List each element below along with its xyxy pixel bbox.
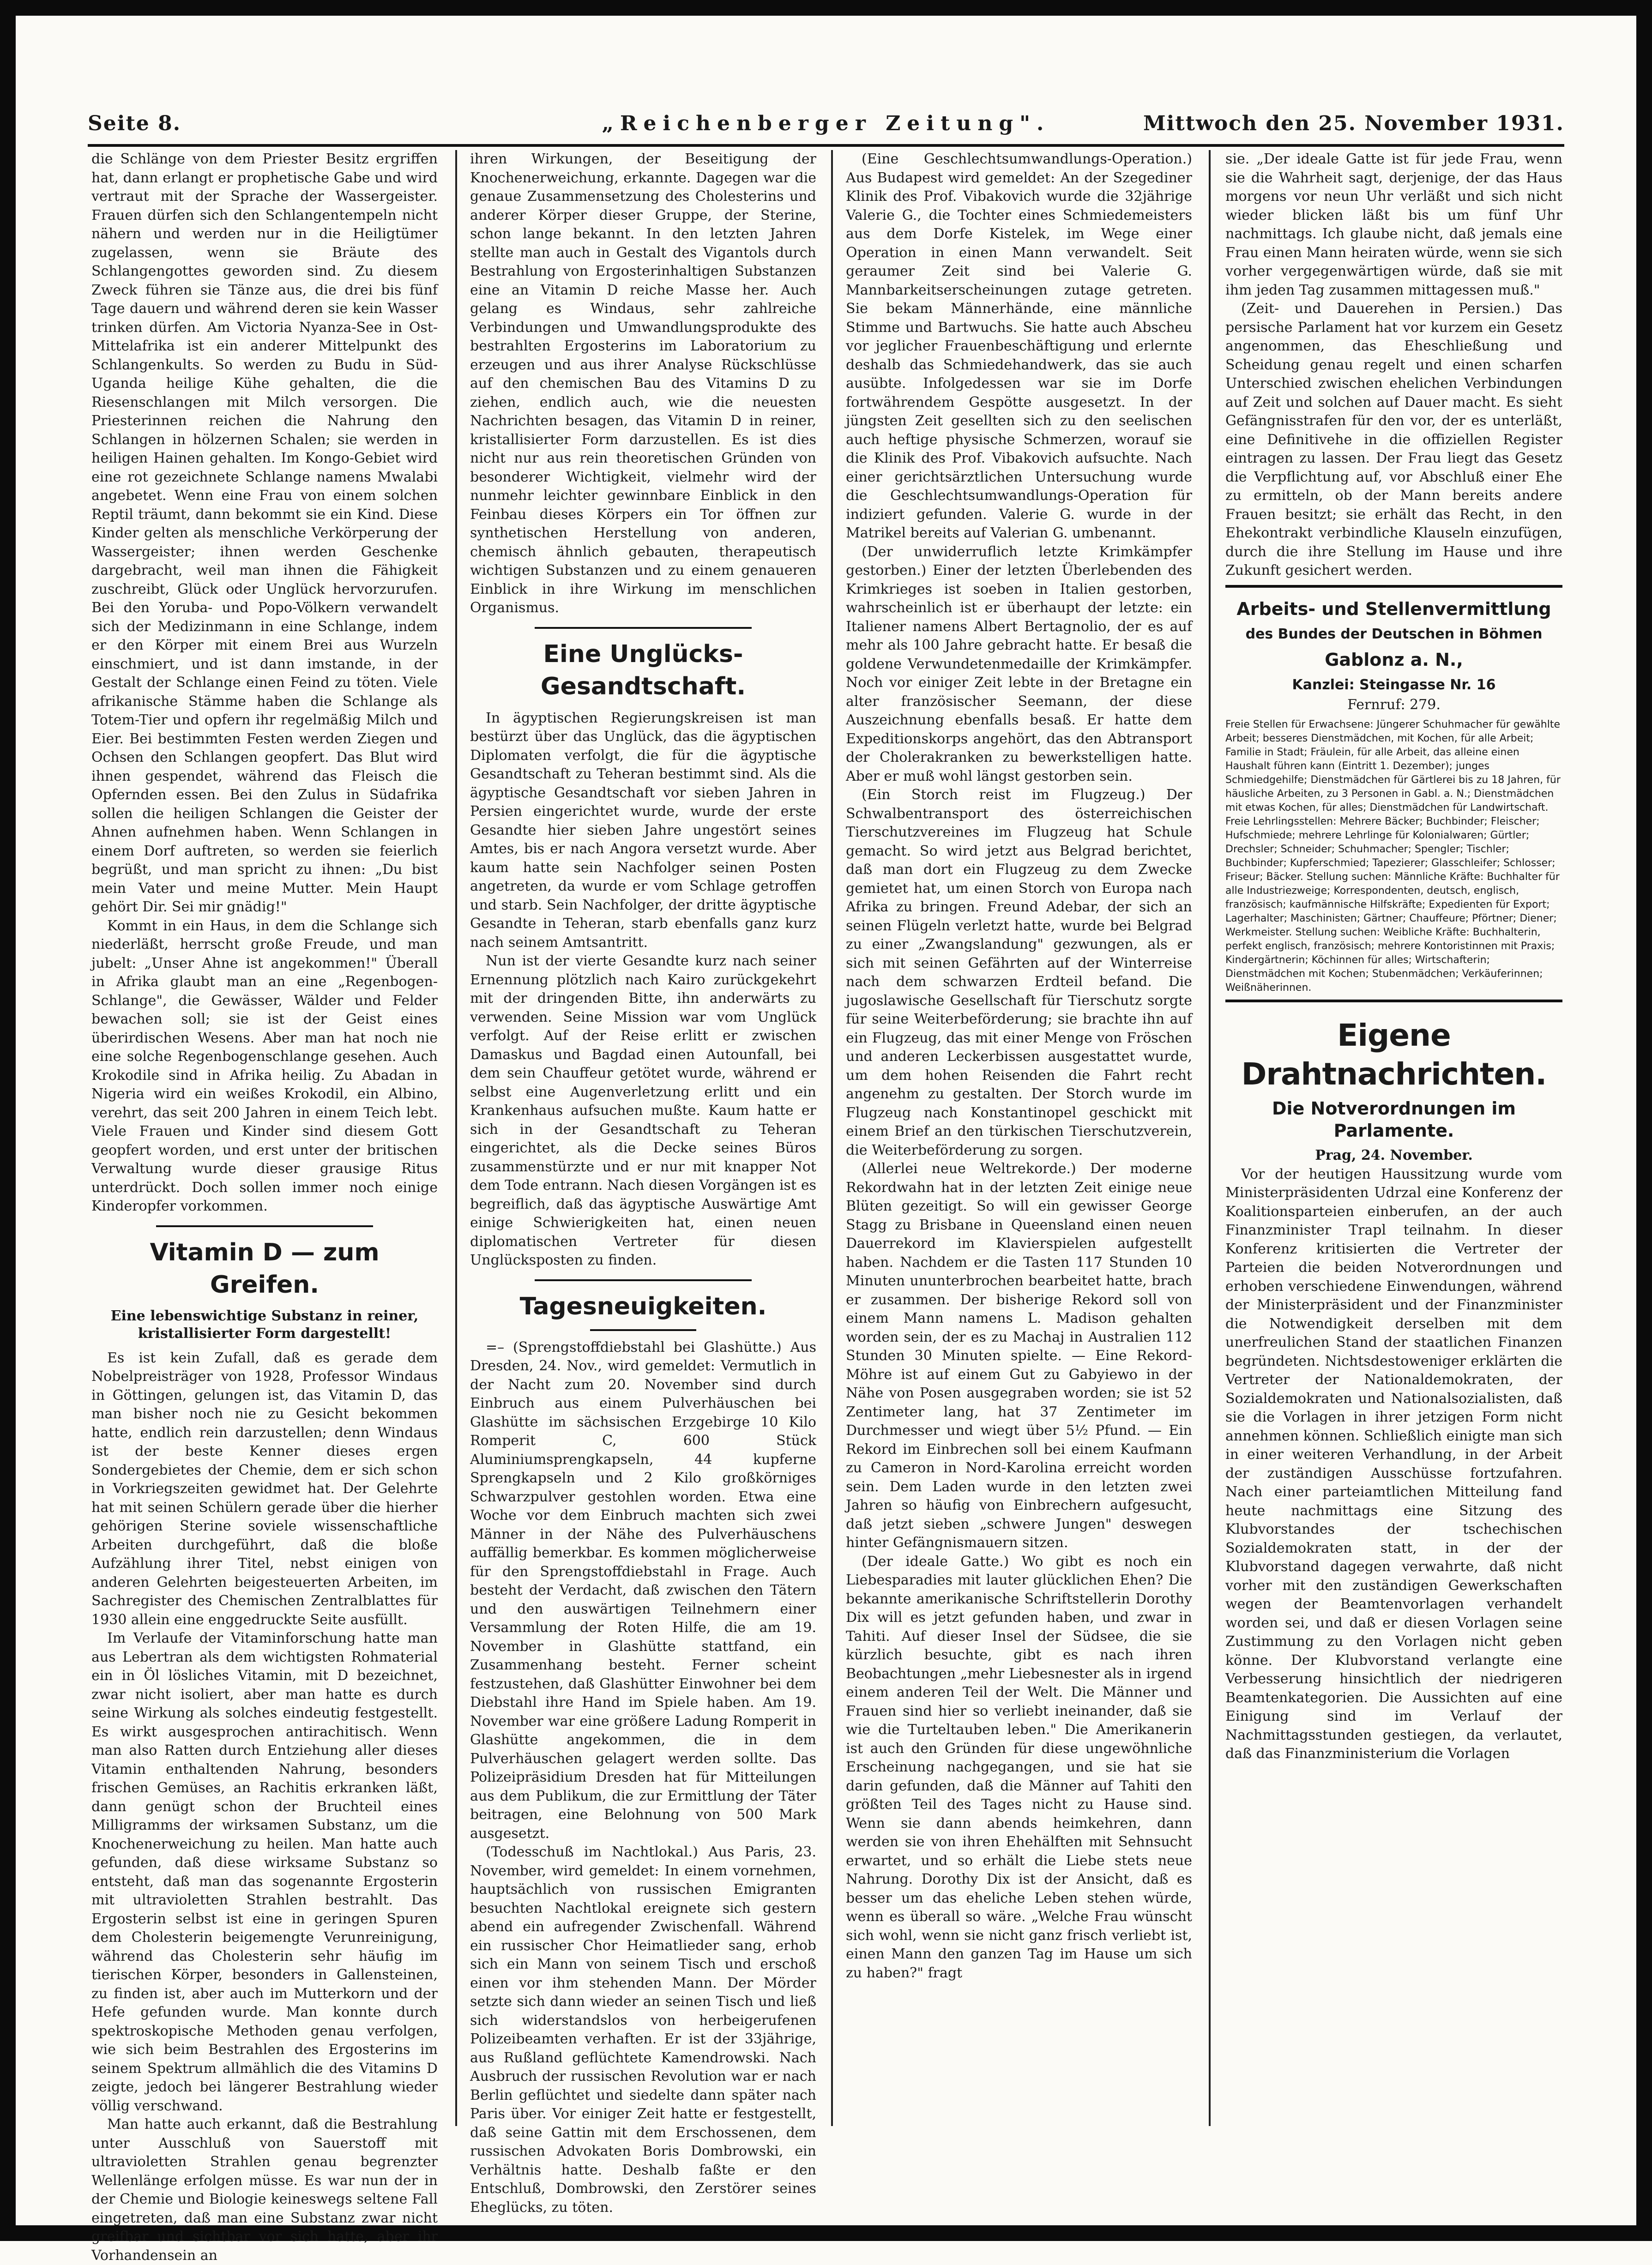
section-headline: Tagesneuigkeiten. (519, 1292, 767, 1320)
news-item: =– (Sprengstoffdiebstahl bei Glashütte.) Aus Dresden, 24. Nov., wird gemeldet: Vermutlich in der Nacht zum 20. November sind durch Einbruch aus einem Pulverhäuschen bei Glashütte im sächsischen Erzgebirge 10 Kilo Romperit C, 600 Stück Aluminiumsprengkapseln, 44 kupferne Sprengkapseln und 2 Kilo großkörniges Schwarzpulver gestohlen worden. Etwa eine Woche vor dem Einbruch machten sich zwei Männer in der Nähe des Pulverhäuschens auffällig bemerkbar. Es kommen möglicherweise für den Sprengstoffdiebstahl in Frage. Auch besteht der Verdacht, daß zwischen den Tätern und den auswärtigen Teilnehmern einer Versammlung der Roten Hilfe, die am 19. November in Glashütte stattfand, ein Zusammenhang besteht. Ferner scheint festzustehen, daß Glashütter Einwohner bei dem Diebstahl ihre Hand im Spiele haben. Am 19. November war eine größere Ladung Romperit in Glashütte angekommen, die in dem Pulverhäuschen gelagert werden sollte. Das Polizeipräsidium Dresden hat für Mitteilungen aus dem Publikum, die zur Ermittlung der Täter beitragen, eine Belohnung von 500 Mark ausgesetzt. (470, 1339, 816, 1842)
header-rule (88, 144, 1564, 147)
news-item: (Zeit- und Dauerehen in Persien.) Das persische Parlament hat vor kurzem ein Gesetz angenommen, das Eheschließung und Scheidung genau regelt und einen scharfen Unterschied zwischen ehelichen Verbindungen auf Zeit und solchen auf Dauer macht. Es sieht Gefängnisstrafen für den vor, der es unterläßt, eine Definitivehe in die offiziellen Register eintragen zu lassen. Der Frau liegt das Gesetz die Verpflichtung auf, vor Abschluß einer Ehe zu ermitteln, ob der Mann bereits andere Frauen besitzt; sie erhält das Recht, in den Ehekontrakt verbindliche Klauseln einzufügen, durch die ihre Stellung im Hause und ihre Zukunft gesichert werden. (1225, 301, 1562, 578)
article-headline: Die Notverordnungen im Parlamente. (1272, 1098, 1516, 1141)
news-item: (Todesschuß im Nachtlokal.) Aus Paris, 23. November, wird gemeldet: In einem vornehmen, hauptsächlich von russischen Emigranten besuchten Nachtlokal ereignete sich gestern abend ein aufregender Zwischenfall. Während ein russischer Chor Heimatlieder sang, erhob sich ein Mann von seinem Tisch und erschoß einen vor ihm stehenden Mann. Der Mörder setzte sich dann wieder an seinen Tisch und ließ sich widerstandslos von herbeigerufenen Polizeibeamten verhaften. Er ist der 33jährige, aus Rußland geflüchtete Kamendrowski. Nach Ausbruch der russischen Revolution war er nach Berlin geflüchtet und siedelte dann später nach Paris über. Vor einiger Zeit hatte er festgestellt, daß seine Gattin mit dem Erschossenen, dem russischen Advokaten Boris Dombrowski, ein Verhältnis hatte. Deshalb faßte er den Entschluß, Dombrowski, den Zerstörer seines Eheglücks, zu töten. (470, 1844, 816, 2216)
advert-listings: Freie Stellen für Erwachsene: Jüngerer Schuhmacher für gewählte Arbeit; besseres Dienstmädchen, mit Kochen, für alle Arbeit; Familie in Stadt; Fräulein, für alle Arbeit, das alleine einen Haushalt führen kann (Eintritt 1. Dezember); junges Schmiedgehilfe; Dienstmädchen für Gärtlerei bis zu 18 Jahren, für häusliche Arbeiten, zu 3 Personen in Gabl. a. N.; Dienstmädchen mit etwas Kochen, für alles; Dienstmädchen für Landwirtschaft. Freie Lehrlingsstellen: Mehrere Bäcker; Buchbinder; Fleischer; Hufschmiede; mehrere Lehrlinge für Kolonialwaren; Gürtler; Drechsler; Schneider; Schuhmacher; Spengler; Tischler; Buchbinder; Kupferschmied; Tapezierer; Glasschleifer; Schlosser; Friseur; Bäcker. Stellung suchen: Männliche Kräfte: Buchhalter für alle Industriezweige; Korrespondenten, deutsch, englisch, französisch; kaufmännische Hilfskräfte; Expedienten für Export; Lagerhalter; Maschinisten; Gärtner; Chauffeure; Pförtner; Diener; Werkmeister. Stellung suchen: Weibliche Kräfte: Buchhalterin, perfekt englisch, französisch; mehrere Kontoristinnen mit Praxis; Kindergärtnerin; Köchinnen für alles; Wirtschafterin; Dienstmädchen mit Kochen; Stubenmädchen; Verkäuferinnen; Weißnäherinnen. (1225, 719, 1561, 994)
news-item: (Der ideale Gatte.) Wo gibt es noch ein Liebesparadies mit lauter glücklichen Ehen? Die bekannte amerikanische Schriftstellerin Dorothy Dix will es jetzt gefunden haben, und zwar in Tahiti. Auf dieser Insel der Südsee, die sie kürzlich besuchte, gibt es nach ihren Beobachtungen „mehr Liebesnester als in irgend einem anderen Teil der Welt. Die Männer und Frauen sind hier so verliebt ineinander, daß sie wie die Turteltauben leben." Die Amerikanerin ist auch den Gründen für diese ungewöhnliche Erscheinung nachgegangen, und sie hat sie darin gefunden, daß die Männer auf Tahiti den größten Teil des Tages nicht zu Hause sind. Wenn sie dann abends heimkehren, dann werden sie von ihren Ehehälften mit Sehnsucht erwartet, und so erhält die Liebe stets neue Nahrung. Dorothy Dix ist der Ansicht, daß es besser um das eheliche Leben stehen würde, wenn es überall so wäre. „Welche Frau wünscht sich wohl, wenn sie nicht ganz frisch verliebt ist, einen Mann den ganzen Tag im Hause um sich zu haben?" fragt (846, 1553, 1192, 1981)
column-rule (1209, 150, 1211, 2126)
news-item: (Allerlei neue Weltrekorde.) Der moderne Rekordwahn hat in der letzten Zeit einige neue Blüten gezeitigt. So will ein gewisser George Stagg zu Brisbane in Queensland einen neuen Dauerrekord im Klavierspielen aufgestellt haben. Nachdem er die Tasten 117 Stunden 10 Minuten ununterbrochen bearbeitet hatte, brach er zusammen. Der bisherige Rekord soll von einem Mann namens L. Madison gehalten worden sein, der es zu Machaj in Australien 112 Stunden 30 Minuten spielte. — Eine Rekord-Möhre ist auf einem Gut zu Gabyiewo in der Nähe von Posen ausgegraben worden; sie ist 52 Zentimeter lang, hat 37 Zentimeter im Durchmesser und wiegt über 5½ Pfund. — Ein Rekord im Einbrechen soll bei einem Kaufmann zu Cameron in Nord-Karolina erreicht worden sein. Dem Laden wurde in den letzten zwei Jahren so häufig von Einbrechern aufgesucht, daß jetzt sieben „schwere Jungen" deswegen hinter Gefängnismauern sitzen. (846, 1161, 1192, 1551)
dateline: Prag, 24. November. (1315, 1147, 1473, 1163)
separator (156, 1225, 373, 1227)
article-text: ihren Wirkungen, der Beseitigung der Knochenerweichung, erkannte. Dagegen war die genaue Zusammensetzung des Cholesterins und anderer Körper dieser Gruppe, der Sterine, schon lange bekannt. In den letzten Jahren stellte man auch in Gestalt des Vigantols durch Bestrahlung von Ergosterinhaltigen Substanzen eine an Vitamin D reiche Masse her. Auch gelang es Windaus, sehr zahlreiche Verbindungen und Umwandlungsprodukte des bestrahlten Ergosterins im Laboratorium zu erzeugen und aus ihrer Analyse Rückschlüsse auf den chemischen Bau des Vitamins D zu ziehen, endlich auch, wie die neuesten Nachrichten besagen, das Vitamin D in reiner, kristallisierter Form darzustellen. Es ist dies nicht nur aus rein theoretischen Gründen von besonderer Wichtigkeit, vielmehr wird der nunmehr leichter gewinnbare Einblick in den Feinbau dieses Körpers ein Tor öffnen zur synthetischen Herstellung von anderen, chemisch ähnlich gebauten, therapeutisch wichtigen Substanzen und zu einem genaueren Einblick in ihre Wirkung im menschlichen Organismus. (470, 151, 816, 616)
article-text: Kommt in ein Haus, in dem die Schlange sich niederläßt, herrscht große Freude, und man jubelt: „Unser Ahne ist angekommen!" Überall in Afrika glaubt man an eine „Regenbogen-Schlange", die Gewässer, Wälder und Felder bewachen soll; sie ist der Geist eines überirdischen Wesens. Aber man hat noch nie eine solche Regenbogenschlange gesehen. Auch Krokodile sind in Afrika heilig. Zu Abadan in Nigeria wird ein weißes Krokodil, ein Albino, verehrt, das seit 200 Jahren in einem Teich lebt. Viele Frauen und Kinder sind diesem Gott geopfert worden, und erst unter der britischen Verwaltung wurde dieser grausige Ritus unterdrückt. Doch sollen immer noch einige Kinderopfer vorkommen. (91, 917, 438, 1214)
article-text: Vor der heutigen Haussitzung wurde vom Ministerpräsidenten Udrzal eine Konferenz der Koalitionsparteien einberufen, an der auch Finanzminister Trapl teilnahm. In dieser Konferenz kritisierten die Vertreter der Parteien die beiden Notverordnungen und erhoben verschiedene Einwendungen, während der Ministerpräsident und der Finanzminister die Notwendigkeit derselben mit dem unerfreulichen Stand der staatlichen Finanzen begründeten. Nichtsdestoweniger erklärten die Vertreter der Nationaldemokraten, der Sozialdemokraten und Nationalsozialisten, daß sie die Vorlagen in ihrer jetzigen Form nicht annehmen können. Schließlich einigte man sich in einer weiteren Verhandlung, in der Arbeit der zuständigen Ausschüsse fortzufahren. Nach einer parteiamtlichen Mitteilung fand heute nachmittags eine Sitzung des Klubvorstandes der tschechischen Sozialdemokraten statt, in der der Klubvorstand dagegen verwahrte, daß nicht vorher mit den zuständigen Gewerkschaften wegen der Beamtenvorlagen verhandelt worden sei, und daß er diesen Vorlagen seine Zustimmung zu den Vorlagen nicht geben könne. Der Klubvorstand verlangte eine Verbesserung hinsichtlich der niedrigeren Beamtenkategorien. Die Aussichten auf eine Einigung sind im Verlauf der Nachmittagsstunden gestiegen, da verlautet, daß das Finanzministerium die Vorlagen (1225, 1166, 1562, 1762)
article-text: die Schlänge von dem Priester Besitz ergriffen hat, dann erlangt er prophetische Gabe und wird vertraut mit der Sprache der Wassergeister. Frauen dürfen sich den Schlangentempeln nicht nähern und werden nur in die Heiligtümer zugelassen, wenn sie Bräute des Schlangengottes geworden sind. Zu diesem Zweck führen sie Tänze aus, die drei bis fünf Tage dauern und während deren sie kein Wasser trinken dürfen. Am Victoria Nyanza-See in Ost-Mittelafrika ist ein anderer Mittelpunkt des Schlangenkults. So werden zu Budu in Süd-Uganda heilige Kühe gehalten, die die Riesenschlangen mit Milch versorgen. Die Priesterinnen reichen die Nahrung den Schlangen in hölzernen Schalen; sie werden in heiligen Hainen gehalten. Im Kongo-Gebiet wird eine rot gezeichnete Schlange namens Mwalabi angebetet. Wenn eine Frau von einem solchen Reptil träumt, dann bekommt sie ein Kind. Diese Kinder gelten als menschliche Verkörperung der Wassergeister; ihnen werden Geschenke dargebracht, weil man ihnen die Fähigkeit zuschreibt, Glück oder Unglück hervorzurufen. Bei den Yoruba- und Popo-Völkern verwandelt sich der Medizinmann in eine Schlange, indem er den Körper mit einem Brei aus Wurzeln einschmiert, und ist dann imstande, in der Gestalt der Schlange einen Feind zu töten. Viele afrikanische Stämme haben die Schlange als Totem-Tier und opfern ihr regelmäßig Milch und Eier. Bei bestimmten Festen werden Ziegen und Ochsen den Schlangen geopfert. Das Blut wird ihnen gespendet, während das Fleisch die Opfernden essen. Bei den Zulus in Südafrika sollen die heiligen Schlangen die Geister der Ahnen aufnehmen haben. Wenn Schlangen in einem Dorf auftreten, so werden sie feierlich begrüßt, und man spricht zu ihnen: „Du bist mein Vater und meine Mutter. Mein Haupt gehört Dir. Sei mir gnädig!" (91, 151, 438, 915)
page-header (88, 112, 1564, 139)
column-1 (91, 150, 438, 2264)
advert-title: Arbeits- und Stellenvermittlung (1236, 598, 1551, 619)
article-text: Im Verlaufe der Vitaminforschung hatte man aus Lebertran als dem wichtigsten Rohmaterial ein in Öl lösliches Vitamin, mit D bezeichnet, zwar nicht isoliert, aber man hatte es durch seine Wirkung als solches eindeutig festgestellt. Es wirkt ausgesprochen antirachitisch. Wenn man also Ratten durch Entziehung aller dieses Vitamin enthaltenden Nahrung, besonders frischen Gemüses, an Rachitis erkranken läßt, dann genügt schon der Bruchteil eines Milligramms der wirksamen Substanz, um die Knochenerweichung zu heilen. Man hatte auch gefunden, daß diese wirksame Substanz so entsteht, daß man das sogenannte Ergosterin mit ultravioletten Strahlen bestrahlt. Das Ergosterin selbst ist eine in geringen Spuren dem Cholesterin beigemengte Verunreinigung, während das Cholesterin sehr häufig im tierischen Körper, besonders in Gallensteinen, zu finden ist, aber auch im Mutterkorn und der Hefe gefunden wurde. Man konnte durch spektroskopische Methoden genau verfolgen, wie sich beim Bestrahlen des Ergosterins im seinem Spektrum allmählich die des Vitamins D zeigte, jedoch bei längerer Bestrahlung wieder völlig verschwand. (91, 1630, 438, 2114)
article-text: In ägyptischen Regierungskreisen ist man bestürzt über das Unglück, das die ägyptischen Diplomaten verfolgt, die für die ägyptische Gesandtschaft zu Teheran bestimmt sind. Als die ägyptische Gesandtschaft vor sieben Jahren in Persien eingerichtet wurde, wurde der erste Gesandte hier sieben Jahre ungestört seines Amtes, bis er nach Angora versetzt wurde. Aber kaum hatte sein Nachfolger seinen Posten angetreten, da wurde er vom Schlage getroffen und starb. Sein Nachfolger, der dritte ägyptische Gesandte in Teheran, starb ebenfalls ganz kurz nach seinem Amtsantritt. (470, 710, 816, 951)
column-4 (1225, 150, 1562, 2126)
column-rule (831, 150, 833, 2126)
article-text: Es ist kein Zufall, daß es gerade dem Nobelpreisträger von 1928, Professor Windaus in Göttingen, gelungen ist, das Vitamin D, das man bisher noch nie zu Gesicht bekommen hatte, endlich rein darzustellen; denn Windaus ist der beste Kenner dieses ergen Sondergebietes der Chemie, dem er sich schon in Vorkriegszeiten gewidmet hat. Der Gelehrte hat mit seinen Schülern gerade über die hierher gehörigen Sterine soviele wissenschaftliche Arbeiten durchgeführt, daß die bloße Aufzählung ihrer Titel, nebst einigen von anderen Gelehrten beigesteuerten Arbeiten, im Sachregister des Chemischen Zentralblattes für 1930 allein eine enggedruckte Seite ausfüllt. (91, 1349, 438, 1628)
advert-city: Gablonz a. N., (1325, 649, 1463, 670)
column-rule (455, 150, 457, 2126)
news-item: (Der unwiderruflich letzte Krimkämpfer gestorben.) Einer der letzten Überlebenden des Krimkrieges ist soeben in Italien gestorben, wahrscheinlich ist er überhaupt der letzte: ein Italiener namens Albert Bertagnolio, der es auf mehr als 100 Jahre gebracht hatte. Er besaß die goldene Verwundetenmedaille der Krimkämpfer. Noch vor einiger Zeit lebte in der Bretagne ein alter französischer Seemann, der diese Auszeichnung ebenfalls besaß. Er hatte dem Expeditionskorps angehört, das den Abtransport der Cholerakranken zu bewerkstelligen hatte. Aber er muß wohl längst gestorben sein. (846, 543, 1192, 784)
article-headline: Eine Unglücks-Gesandtschaft. (540, 640, 746, 700)
advert-subtitle: des Bundes der Deutschen in Böhmen (1245, 626, 1543, 642)
article-text: Man hatte auch erkannt, daß die Bestrahlung unter Ausschluß von Sauerstoff mit ultravioletten Strahlen genau begrenzter Wellenlänge erfolgen müsse. Es war nun der in der Chemie und Biologie keineswegs seltene Fall eingetreten, daß man eine Substanz zwar nicht greifbar und sichtbar vor sich hatte, aber ihr Vorhandensein an (91, 2116, 438, 2264)
page-number: Seite 8. (88, 112, 181, 135)
advert-phone: Fernruf: 279. (1347, 696, 1441, 713)
job-advertisement (1225, 585, 1562, 1003)
separator (535, 627, 752, 629)
news-item: sie. „Der ideale Gatte ist für jede Frau, wenn sie die Wahrheit sagt, derjenige, der das Haus morgens vor neun Uhr verläßt und sich nicht wieder blicken läßt bis um fünf Uhr nachmittags. Ich glaube nicht, daß jemals eine Frau einen Mann heiraten würde, wenn sie sich vorher vergegenwärtigen würde, daß sie mit ihm jeden Tag zusammen mittagessen muß." (1225, 151, 1562, 298)
news-item: (Eine Geschlechtsumwandlungs-Operation.) Aus Budapest wird gemeldet: An der Szegediner Klinik des Prof. Vibakovich wurde die 32jährige Valerie G., die Tochter eines Schmiedemeisters aus dem Dorfe Kistelek, im Wege einer Operation in einen Mann verwandelt. Seit geraumer Zeit sind bei Valerie G. Mannbarkeitserscheinungen zutage getreten. Sie bekam Männerhände, eine männliche Stimme und Bartwuchs. Sie hatte auch Abscheu vor jeglicher Frauenbeschäftigung und erlernte deshalb das Schmiedehandwerk, das sie auch ausübte. Infolgedessen war sie im Dorfe fortwährendem Gespötte ausgesetzt. In der jüngsten Zeit gesellten sich zu den seelischen auch heftige physische Schmerzen, worauf sie die Klinik des Prof. Vibakovich aufsuchte. Nach einer gerichtsärztlichen Untersuchung wurde die Geschlechtsumwandlungs-Operation für indiziert gefunden. Valerie G. wurde in der Matrikel bereits auf Valerian G. umbenannt. (846, 151, 1192, 541)
article-text: Nun ist der vierte Gesandte kurz nach seiner Ernennung plötzlich nach Kairo zurückgekehrt mit der dringenden Bitte, ihn anderwärts zu verwenden. Seine Mission war vom Unglück verfolgt. Auf der Reise erlitt er zwischen Damaskus und Bagdad einen Autounfall, bei dem sein Chauffeur getötet wurde, während er selbst eine Augenverletzung erlitt und ein Krankenhaus aufsuchen mußte. Kaum hatte er sich in der Gesandtschaft zu Teheran eingerichtet, als die Decke seines Büros zusammenstürzte und er nur mit knapper Not dem Tode entrann. Nach diesen Vorgängen ist es begreiflich, daß das ägyptische Auswärtige Amt einige Schwierigkeiten hat, einen neuen diplomatischen Vertreter für diesen Unglücksposten zu finden. (470, 953, 816, 1268)
separator (590, 1329, 696, 1331)
article-subheadline: Eine lebenswichtige Substanz in reiner, kristallisierter Form dargestellt! (110, 1307, 419, 1342)
separator (535, 1279, 752, 1281)
column-2 (470, 150, 816, 2216)
section-headline: Eigene Drahtnachrichten. (1241, 1018, 1547, 1092)
advert-address: Kanzlei: Steingasse Nr. 16 (1292, 676, 1496, 693)
news-item: (Ein Storch reist im Flugzeug.) Der Schwalbentransport des österreichischen Tierschutzvereines im Flugzeug hat Schule gemacht. So wird jetzt aus Belgrad berichtet, daß man dort ein Flugzeug zu dem Zwecke gemietet hat, um einen Storch von Europa nach Afrika zu bringen. Freund Adebar, der sich an seinen Flügeln verletzt hatte, wurde bei Belgrad zu einer „Zwangslandung" gezwungen, als er sich mit seinen Gefährten auf der Winterreise nach dem schwarzen Erdteil befand. Die jugoslawische Gesellschaft für Tierschutz sorgte für seine Weiterbeförderung; sie brachte ihn auf ein Flugzeug, das mit einer Menge von Fröschen und anderen Leckerbissen ausgestattet wurde, um dem hohen Reisenden die Fahrt recht angenehm zu gestalten. Der Storch wurde im Flugzeug nach Konstantinopel geschickt mit einem Brief an den türkischen Tierschutzverein, die Weiterbeförderung zu sorgen. (846, 787, 1192, 1158)
column-3 (846, 150, 1192, 2126)
newspaper-title: „Reichenberger Zeitung". (602, 112, 1050, 135)
article-headline: Vitamin D — zum Greifen. (150, 1238, 380, 1299)
issue-date: Mittwoch den 25. November 1931. (1143, 112, 1564, 135)
